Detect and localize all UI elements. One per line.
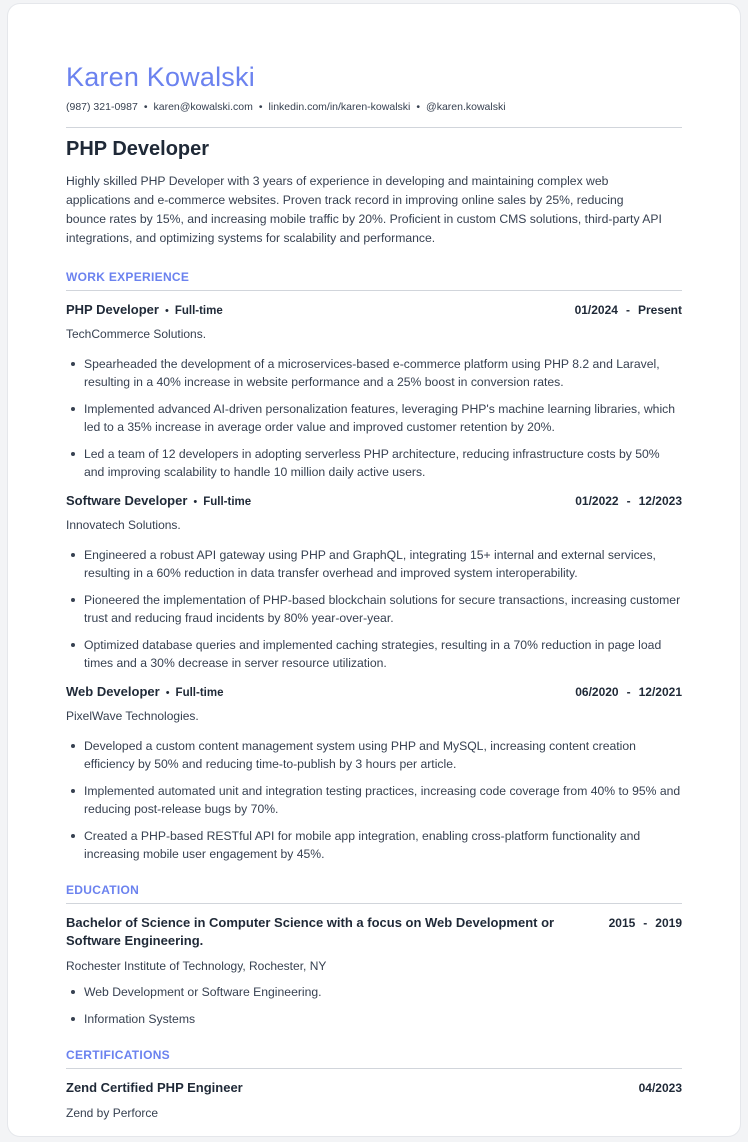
resume-page [8,4,740,1136]
separator: • [416,101,421,113]
certification-date: 04/2023 [638,1081,682,1095]
employment-type: Full-time [175,687,224,699]
list-item: Led a team of 12 developers in adopting serverless PHP architecture, reducing infrastructure costs by 50% and improving scalability to handle 10 million daily active users. [66,445,682,481]
position-title: PHP Developer [66,302,159,317]
separator: • [164,305,169,317]
achievement-list [66,737,682,872]
date-range: 01/2024 - Present [574,303,682,317]
list-item: Created a PHP-based RESTful API for mobile app integration, enabling cross-platform functionality and increasing mobile user engagement by 45%. [66,827,682,863]
employment-type: Full-time [174,305,223,317]
section-divider [66,290,682,291]
section-divider [66,1068,682,1069]
position-title: Web Developer [66,684,160,699]
section-title-work: WORK EXPERIENCE [66,270,190,284]
date-range: 01/2022 - 12/2023 [575,494,682,508]
end-date: 12/2023 [638,494,682,508]
candidate-name: Karen Kowalski [66,62,255,92]
position-title: Software Developer [66,493,188,508]
job-title-heading: PHP Developer [66,138,210,160]
list-item: Pioneered the implementation of PHP-based blockchain solutions for secure transactions, increasing customer trust and reducing fraud incidents by 80% year-over-year. [66,591,682,627]
school-name: Rochester Institute of Technology, Rochester, NY [66,959,327,973]
degree-title: Bachelor of Science in Computer Science with a focus on Web Development or Software Engineering. [66,915,555,948]
start-date: 01/2022 [575,494,619,508]
separator: • [258,101,263,113]
start-date: 2015 [608,916,636,930]
list-item: Implemented automated unit and integration testing practices, increasing code coverage from 40% to 95% and reducing post-release bugs by 70%. [66,782,682,818]
linkedin: linkedin.com/in/karen-kowalski [268,101,411,113]
certification-header [66,1079,682,1097]
list-item: Implemented advanced AI-driven personalization features, leveraging PHP's machine learning libraries, which led to a 35% increase in average order value and improved customer retention by 20%. [66,400,682,436]
list-item: Developed a custom content management system using PHP and MySQL, increasing content creation efficiency by 50% and reducing time-to-publish by 3 hours per article. [66,737,682,773]
phone: (987) 321-0987 [66,101,138,113]
section-title-certifications: CERTIFICATIONS [66,1048,170,1062]
section-title-education: EDUCATION [66,883,140,897]
separator: • [143,101,148,113]
employment-type: Full-time [203,496,252,508]
start-date: 06/2020 [575,685,619,699]
job-header [66,683,682,701]
certification-issuer: Zend by Perforce [66,1106,159,1120]
list-item: Optimized database queries and implemented caching strategies, resulting in a 70% reduction in page load times and a 30% decrease in server resource utilization. [66,636,682,672]
date-range: 06/2020 - 12/2021 [575,685,682,699]
separator: • [193,496,198,508]
end-date: 12/2021 [638,685,682,699]
achievement-list [66,546,682,681]
company-name: PixelWave Technologies. [66,709,199,723]
separator: • [165,687,170,699]
list-item: Engineered a robust API gateway using PHP and GraphQL, integrating 15+ internal and external services, resulting in a 60% reduction in data transfer overhead and improved system interoperability. [66,546,682,582]
contact-line [66,100,506,114]
summary: Highly skilled PHP Developer with 3 years of experience in developing and maintaining complex web applications and e-commerce websites. Proven track record in improving online sales by 25%, reducing bounce rates by 15%, and increasing mobile traffic by 20%. Proficient in custom CMS solutions, third-party API integrations, and optimizing systems for scalability and performance. [66,174,662,245]
company-name: Innovatech Solutions. [66,518,181,532]
section-divider [66,903,682,904]
company-name: TechCommerce Solutions. [66,327,207,341]
education-list [66,983,682,1037]
end-date: 2019 [655,916,682,930]
job-header [66,301,682,319]
achievement-list [66,355,682,490]
list-item: Information Systems [66,1010,682,1028]
certification-name: Zend Certified PHP Engineer [66,1080,243,1095]
end-date: Present [637,303,682,317]
education-header [66,914,682,952]
header-divider [66,127,682,128]
social-handle: @karen.kowalski [426,101,506,113]
start-date: 01/2024 [574,303,618,317]
email: karen@kowalski.com [153,101,253,113]
list-item: Web Development or Software Engineering. [66,983,682,1001]
list-item: Spearheaded the development of a microservices-based e-commerce platform using PHP 8.2 and Laravel, resulting in a 40% increase in website performance and a 25% boost in conversion rates. [66,355,682,391]
date-range: 2015 - 2019 [608,916,682,930]
job-header [66,492,682,510]
